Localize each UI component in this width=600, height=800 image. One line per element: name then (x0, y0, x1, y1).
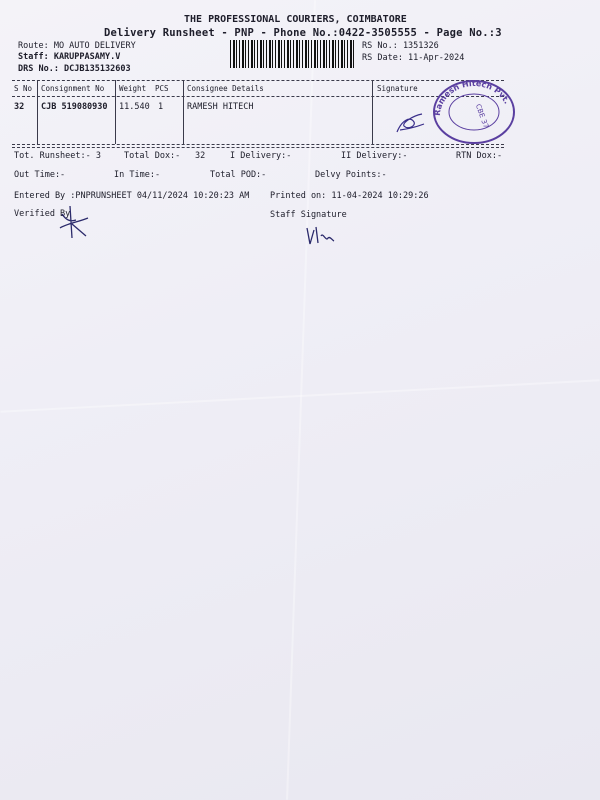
column-divider (37, 80, 38, 144)
printed-on: Printed on: 11-04-2024 10:29:26 (270, 191, 429, 201)
summary-top-rule (12, 147, 504, 148)
col-header-signature: Signature (377, 84, 418, 93)
entered-by: Entered By :PNPRUNSHEET 04/11/2024 10:20:23 AM (14, 191, 250, 201)
col-header-sno: S No (14, 84, 33, 93)
staff-signature (304, 224, 338, 246)
consignee-signature (394, 110, 428, 136)
staff-label: Staff: KARUPPASAMY.V (18, 52, 121, 62)
rs-number: RS No.: 1351326 (362, 41, 439, 51)
verifier-signature (56, 204, 94, 240)
column-divider (183, 80, 184, 144)
row-weight: 11.540 (119, 102, 150, 112)
route-label: Route: MO AUTO DELIVERY (18, 41, 136, 51)
in-time: In Time:- (114, 170, 161, 180)
col-header-weight: Weight (119, 84, 147, 93)
verified-by-label: Verified By (14, 209, 71, 219)
col-header-pcs: PCS (155, 84, 169, 93)
stamp-center: CBE 37 (473, 102, 490, 130)
stamp-text: Ramesh Hitech Pvt. (432, 78, 512, 117)
total-pod: Total POD:- (210, 170, 267, 180)
row-sno: 32 (14, 102, 25, 112)
company-title: THE PROFESSIONAL COURIERS, COIMBATORE (184, 14, 407, 25)
col-header-consignee: Consignee Details (187, 84, 264, 93)
col-header-consignment: Consignment No (41, 84, 105, 93)
column-divider (115, 80, 116, 144)
rtn-dox: RTN Dox:- (456, 151, 503, 161)
total-dox-label: Total Dox:- (124, 151, 181, 161)
row-pcs: 1 (158, 102, 164, 112)
runsheet-subtitle: Delivery Runsheet - PNP - Phone No.:0422-3505555 - Page No.:3 (104, 27, 502, 39)
delvy-points: Delvy Points:- (315, 170, 387, 180)
column-divider (372, 80, 373, 144)
row-consignee: RAMESH HITECH (187, 102, 254, 112)
row-consignment: CJB 519080930 (41, 102, 108, 112)
staff-signature-label: Staff Signature (270, 210, 347, 220)
rs-date: RS Date: 11-Apr-2024 (362, 53, 465, 63)
drs-number: DRS No.: DCJB135132603 (18, 64, 131, 74)
paper-crease (286, 0, 316, 800)
table-bottom-rule (12, 144, 504, 145)
company-stamp (428, 72, 518, 144)
out-time: Out Time:- (14, 170, 66, 180)
ii-delivery: II Delivery:- (341, 151, 408, 161)
i-delivery: I Delivery:- (230, 151, 292, 161)
barcode (230, 40, 354, 68)
tot-runsheet: Tot. Runsheet:- 3 (14, 151, 101, 161)
total-dox-value: 32 (195, 151, 206, 161)
